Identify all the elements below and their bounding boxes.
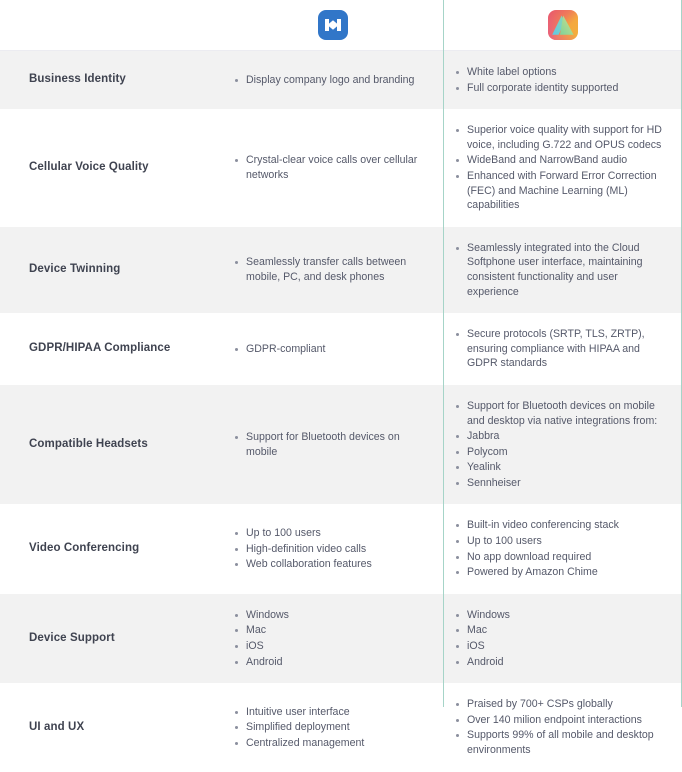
feature-label: Compatible Headsets — [29, 437, 148, 450]
product-a-feature-list — [232, 255, 429, 284]
table-row — [0, 683, 682, 771]
feature-label: GDPR/HIPAA Compliance — [29, 342, 171, 355]
product-b-cell — [443, 51, 682, 109]
list-item: Support for Bluetooth devices on mobile — [232, 430, 429, 459]
product-a-cell — [222, 109, 443, 227]
product-b-cell — [443, 385, 682, 505]
feature-label: Business Identity — [29, 73, 126, 86]
list-item: iOS — [232, 639, 429, 654]
list-item: WideBand and NarrowBand audio — [453, 153, 668, 168]
table-row — [0, 51, 682, 109]
feature-name-cell — [0, 594, 222, 683]
feature-name-cell — [0, 227, 222, 313]
product-a-cell — [222, 683, 443, 771]
product-b-feature-list — [453, 241, 668, 299]
list-item: High-definition video calls — [232, 542, 429, 557]
list-item: Seamlessly integrated into the Cloud Softphone user interface, maintaining consistent functionality and user experience — [453, 241, 668, 299]
product-b-cell — [443, 683, 682, 771]
product-a-feature-list — [232, 153, 429, 182]
list-item: Android — [232, 655, 429, 670]
product-b-feature-list — [453, 327, 668, 371]
list-item: Up to 100 users — [232, 526, 429, 541]
product-a-cell — [222, 385, 443, 505]
list-item: Display company logo and branding — [232, 73, 429, 88]
product-a-feature-list — [232, 430, 429, 459]
list-item: Up to 100 users — [453, 534, 668, 549]
list-item: Seamlessly transfer calls between mobile, PC, and desk phones — [232, 255, 429, 284]
product-a-feature-list — [232, 342, 429, 357]
product-a-cell — [222, 51, 443, 109]
list-item: iOS — [453, 639, 668, 654]
list-item: Powered by Amazon Chime — [453, 565, 668, 580]
list-item: Polycom — [453, 445, 668, 460]
product-b-feature-list — [453, 697, 668, 757]
feature-label: UI and UX — [29, 720, 85, 733]
feature-name-cell — [0, 51, 222, 109]
list-item: Built-in video conferencing stack — [453, 518, 668, 533]
mobile-app-logo[interactable] — [318, 10, 348, 40]
table-row — [0, 594, 682, 683]
list-item: Windows — [232, 608, 429, 623]
list-item: Windows — [453, 608, 668, 623]
list-item: GDPR-compliant — [232, 342, 429, 357]
product-a-feature-list — [232, 608, 429, 669]
product-a-cell — [222, 227, 443, 313]
list-item: Centralized management — [232, 736, 429, 751]
list-item: Support for Bluetooth devices on mobile and desktop via native integrations from: — [453, 399, 668, 428]
product-b-feature-list — [453, 518, 668, 579]
list-item: Over 140 milion endpoint interactions — [453, 713, 668, 728]
list-item: White label options — [453, 65, 668, 80]
list-item: Crystal-clear voice calls over cellular networks — [232, 153, 429, 182]
table-header-row — [0, 0, 682, 51]
product-b-feature-list — [453, 399, 668, 491]
list-item: Sennheiser — [453, 476, 668, 491]
product-b-cell — [443, 109, 682, 227]
list-item: Mac — [232, 623, 429, 638]
table-row — [0, 227, 682, 313]
product-b-cell — [443, 594, 682, 683]
header-product-a-cell — [222, 0, 443, 50]
table-row — [0, 385, 682, 505]
feature-label: Device Support — [29, 631, 115, 644]
feature-name-cell — [0, 683, 222, 771]
list-item: Enhanced with Forward Error Correction (FEC) and Machine Learning (ML) capabilities — [453, 169, 668, 213]
list-item: Yealink — [453, 460, 668, 475]
feature-label: Device Twinning — [29, 263, 121, 276]
product-a-cell — [222, 504, 443, 593]
list-item: Mac — [453, 623, 668, 638]
product-b-cell — [443, 313, 682, 385]
list-item: Android — [453, 655, 668, 670]
product-b-feature-list — [453, 123, 668, 213]
list-item: Intuitive user interface — [232, 705, 429, 720]
feature-label: Video Conferencing — [29, 542, 140, 555]
product-b-feature-list — [453, 65, 668, 95]
cloud-softphone-logo[interactable] — [548, 10, 578, 40]
list-item: Full corporate identity supported — [453, 81, 668, 96]
product-a-feature-list — [232, 73, 429, 88]
product-a-feature-list — [232, 705, 429, 751]
list-item: No app download required — [453, 550, 668, 565]
table-row — [0, 504, 682, 593]
list-item: Secure protocols (SRTP, TLS, ZRTP), ensuring compliance with HIPAA and GDPR standards — [453, 327, 668, 371]
feature-name-cell — [0, 385, 222, 505]
list-item: Simplified deployment — [232, 720, 429, 735]
list-item: Jabbra — [453, 429, 668, 444]
product-b-cell — [443, 227, 682, 313]
product-b-feature-list — [453, 608, 668, 669]
table-row — [0, 313, 682, 385]
list-item: Superior voice quality with support for HD voice, including G.722 and OPUS codecs — [453, 123, 668, 152]
header-feature-cell — [0, 0, 222, 50]
list-item: Supports 99% of all mobile and desktop environments — [453, 728, 668, 757]
product-a-cell — [222, 313, 443, 385]
feature-name-cell — [0, 504, 222, 593]
table-body — [0, 51, 682, 772]
product-b-cell — [443, 504, 682, 593]
feature-name-cell — [0, 109, 222, 227]
product-a-feature-list — [232, 526, 429, 572]
feature-label: Cellular Voice Quality — [29, 161, 149, 174]
list-item: Web collaboration features — [232, 557, 429, 572]
table-row — [0, 109, 682, 227]
product-a-cell — [222, 594, 443, 683]
feature-name-cell — [0, 313, 222, 385]
list-item: Praised by 700+ CSPs globally — [453, 697, 668, 712]
header-product-b-cell — [443, 0, 682, 50]
